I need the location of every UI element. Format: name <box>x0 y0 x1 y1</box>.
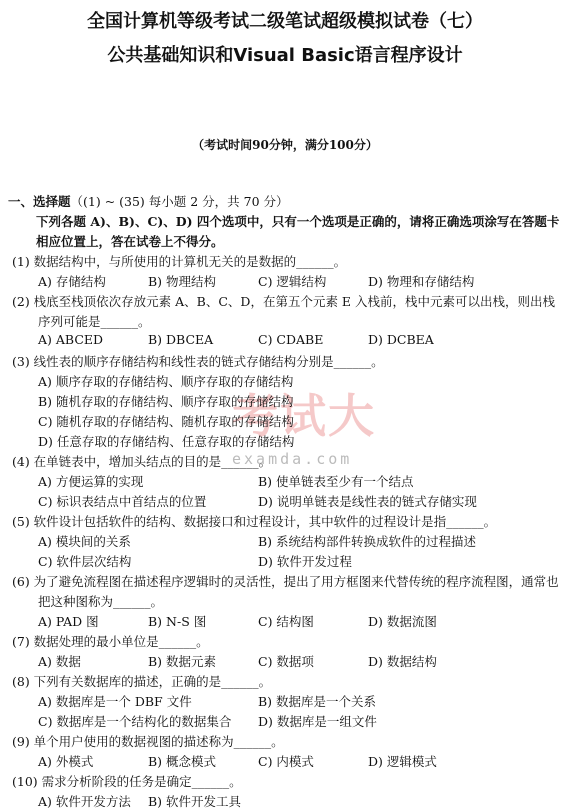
q9-option-b: B) 概念模式 <box>148 754 217 769</box>
q3-option-d: D) 任意存取的存储结构、任意存取的存储结构 <box>38 434 295 449</box>
exam-subtitle: 公共基础知识和Visual Basic语言程序设计 <box>107 45 463 66</box>
q5-option-a: A) 模块间的关系 <box>38 534 131 549</box>
question-6-stem: (6) 为了避免流程图在描述程序逻辑时的灵活性，提出了用方框图来代替传统的程序流程图，通常也 <box>12 574 559 589</box>
question-10-stem: (10) 需求分析阶段的任务是确定______。 <box>12 774 242 789</box>
q8-option-c: C) 数据库是一个结构化的数据集合 <box>38 714 232 729</box>
question-9-stem: (9) 单个用户使用的数据视图的描述称为______。 <box>12 734 284 749</box>
question-3-stem: (3) 线性表的顺序存储结构和线性表的链式存储结构分别是______。 <box>12 354 384 369</box>
q8-option-a: A) 数据库是一个 DBF 文件 <box>38 694 192 709</box>
q5-option-b: B) 系统结构部件转换成软件的过程描述 <box>258 534 477 549</box>
q4-option-a: A) 方便运算的实现 <box>38 474 144 489</box>
q3-option-b: B) 随机存取的存储结构、顺序存取的存储结构 <box>38 394 294 409</box>
q6-option-c: C) 结构图 <box>258 614 314 629</box>
watermark-logo: 考试大 <box>232 389 376 443</box>
q2-option-d: D) DCBEA <box>368 332 434 347</box>
question-4-stem: (4) 在单链表中，增加头结点的目的是______。 <box>12 454 272 469</box>
question-5-stem: (5) 软件设计包括软件的结构、数据接口和过程设计，其中软件的过程设计是指______。 <box>12 514 497 529</box>
q1-option-b: B) 物理结构 <box>148 274 217 289</box>
q1-option-a: A) 存储结构 <box>38 274 106 289</box>
q10-option-b: B) 软件开发工具 <box>148 794 242 809</box>
question-2-stem: (2) 栈底至栈顶依次存放元素 A、B、C、D，在第五个元素 E 入栈前，栈中元素可以出栈，则出栈 <box>12 294 556 309</box>
q6-option-d: D) 数据流图 <box>368 614 437 629</box>
q3-option-c: C) 随机存取的存储结构、随机存取的存储结构 <box>38 414 294 429</box>
q5-option-c: C) 软件层次结构 <box>38 554 132 569</box>
question-2-stem-cont: 序列可能是______。 <box>38 314 151 329</box>
q7-option-a: A) 数据 <box>38 654 81 669</box>
q9-option-a: A) 外模式 <box>38 754 94 769</box>
section-label: 一、选择题 <box>8 194 71 209</box>
question-1-stem: (1) 数据结构中，与所使用的计算机无关的是数据的______。 <box>12 254 347 269</box>
q9-option-d: D) 逻辑模式 <box>368 754 437 769</box>
q4-option-d: D) 说明单链表是线性表的链式存储实现 <box>258 494 477 509</box>
q8-option-d: D) 数据库是一组文件 <box>258 714 377 729</box>
q3-option-a: A) 顺序存取的存储结构、顺序存取的存储结构 <box>38 374 294 389</box>
q6-option-a: A) PAD 图 <box>38 614 99 629</box>
q7-option-b: B) 数据元素 <box>148 654 217 669</box>
instruction-line-2: 相应位置上，答在试卷上不得分。 <box>36 234 224 249</box>
section-heading <box>8 192 289 210</box>
q6-option-b: B) N-S 图 <box>148 614 207 629</box>
q1-option-d: D) 物理和存储结构 <box>368 274 475 289</box>
q2-option-c: C) CDABE <box>258 332 324 347</box>
question-7-stem: (7) 数据处理的最小单位是______。 <box>12 634 209 649</box>
q1-option-c: C) 逻辑结构 <box>258 274 327 289</box>
q4-option-c: C) 标识表结点中首结点的位置 <box>38 494 207 509</box>
exam-title: 全国计算机等级考试二级笔试超级模拟试卷（七） <box>87 11 483 32</box>
question-6-stem-cont: 把这种图称为______。 <box>38 594 164 609</box>
q7-option-d: D) 数据结构 <box>368 654 437 669</box>
q8-option-b: B) 数据库是一个关系 <box>258 694 377 709</box>
section-range: （(1) ~ (35) 每小题 2 分，共 70 分） <box>70 194 289 209</box>
q2-option-a: A) ABCED <box>38 332 104 347</box>
q5-option-d: D) 软件开发过程 <box>258 554 352 569</box>
question-8-stem: (8) 下列有关数据库的描述，正确的是______。 <box>12 674 272 689</box>
instruction-line-1: 下列各题 A)、B)、C)、D) 四个选项中，只有一个选项是正确的，请将正确选项涂写在答题卡 <box>36 214 560 229</box>
q4-option-b: B) 使单链表至少有一个结点 <box>258 474 414 489</box>
q2-option-b: B) DBCEA <box>148 332 214 347</box>
q9-option-c: C) 内模式 <box>258 754 314 769</box>
exam-time: （考试时间90分钟，满分100分） <box>192 138 378 152</box>
watermark-url: examda.com <box>232 450 353 468</box>
q7-option-c: C) 数据项 <box>258 654 314 669</box>
q10-option-a: A) 软件开发方法 <box>38 794 131 809</box>
